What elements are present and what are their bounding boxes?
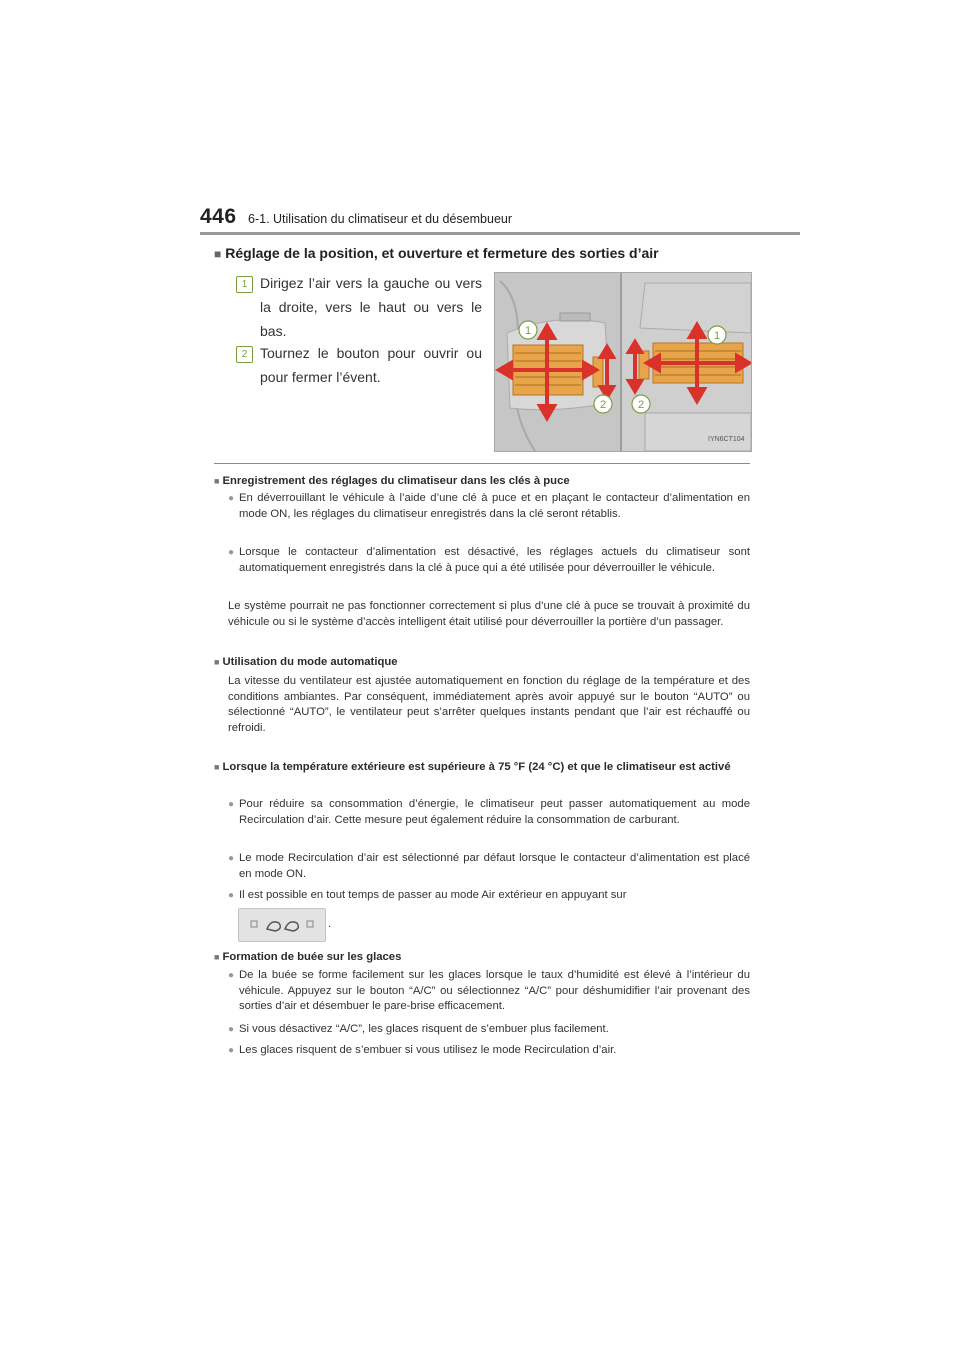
bullet-item — [228, 1043, 750, 1059]
divider — [214, 463, 750, 464]
bullet-text: De la buée se forme facilement sur les glaces lorsque le taux d’humidité est élevé à l’intérieur du véhicule. Appuyez sur le bouton “A/C” ou sélectionnez “A/C” pour déshumidifier l’air provenant des sorties d’air et désembuer le pare-brise efficacement. — [239, 969, 750, 1012]
main-heading — [214, 245, 659, 261]
subsection-heading — [214, 950, 401, 965]
square-bullet-icon: ■ — [214, 952, 220, 962]
subsection-heading-text: Formation de buée sur les glaces — [222, 951, 402, 963]
square-bullet-icon: ■ — [214, 476, 220, 486]
subsection-heading-text: Lorsque la température extérieure est supérieure à 75 °F (24 °C) et que le climatiseur est activé — [222, 761, 731, 773]
sentence-end: . — [328, 918, 332, 930]
bullet-item — [228, 888, 750, 904]
paragraph: La vitesse du ventilateur est ajustée automatiquement en fonction du réglage de la température et des conditions ambiantes. Par conséquent, immédiatement après avoir appuyé sur le bouton “AUTO” ou sélectionné “AUTO”, le ventilateur peut s’arrêter quelques instants pendant que l’air est réchauffé ou refroidi. — [228, 675, 750, 734]
bullet-dot-icon: ● — [228, 970, 235, 981]
step-1-text: Dirigez l’air vers la gauche ou vers la droite, vers le haut ou vers le bas. — [260, 275, 482, 339]
bullet-dot-icon: ● — [228, 890, 235, 901]
bullet-dot-icon: ● — [228, 853, 235, 864]
bullet-dot-icon: ● — [228, 493, 235, 504]
bullet-text: Les glaces risquent de s’embuer si vous utilisez le mode Recirculation d’air. — [239, 1044, 617, 1056]
air-vent-illustration — [494, 272, 752, 452]
bullet-text: Le mode Recirculation d’air est sélectionné par défaut lorsque le contacteur d’alimentation est placé en mode ON. — [239, 852, 750, 880]
air-vent-drawing — [495, 273, 751, 451]
section-title: 6-1. Utilisation du climatiseur et du désembueur — [248, 212, 513, 226]
bullet-text: En déverrouillant le véhicule à l’aide d’une clé à puce et en plaçant le contacteur d’alimentation en mode ON, les réglages du climatiseur enregistrés dans la clé seront rétablis. — [239, 492, 750, 520]
figure-code: IYN6CT104 — [708, 436, 745, 443]
bullet-dot-icon: ● — [228, 1045, 235, 1056]
bullet-text: Lorsque le contacteur d’alimentation est désactivé, les réglages actuels du climatiseur sont automatiquement enregistrés dans la clé à puce qui a été utilisée pour déverrouiller le véhicule. — [239, 546, 750, 574]
bullet-dot-icon: ● — [228, 799, 235, 810]
bullet-text: Il est possible en tout temps de passer au mode Air extérieur en appuyant sur — [239, 889, 627, 901]
callout-label: 1 — [524, 325, 532, 337]
bullet-text: Pour réduire sa consommation d’énergie, le climatiseur peut passer automatiquement au mode Recirculation d’air. Cette mesure peut également réduire la consommation de carburant. — [239, 798, 750, 826]
square-bullet-icon: ■ — [214, 247, 222, 261]
outside-air-button-image — [238, 908, 326, 942]
bullet-item — [228, 968, 750, 1015]
subsection-heading — [214, 474, 570, 489]
main-heading-text: Réglage de la position, et ouverture et fermeture des sorties d’air — [225, 245, 659, 261]
callout-label: 2 — [637, 399, 645, 411]
bullet-item — [228, 1022, 750, 1038]
bullet-item — [228, 851, 750, 882]
subsection-heading-text: Utilisation du mode automatique — [222, 656, 398, 668]
bullet-dot-icon: ● — [228, 1024, 235, 1035]
page-number: 446 — [200, 205, 237, 228]
square-bullet-icon: ■ — [214, 762, 220, 772]
step-2-text: Tournez le bouton pour ouvrir ou pour fermer l’évent. — [260, 345, 482, 385]
outside-air-icon — [239, 909, 325, 941]
callout-label: 2 — [599, 399, 607, 411]
bullet-item — [228, 545, 750, 576]
subsection-heading-text: Enregistrement des réglages du climatiseur dans les clés à puce — [222, 475, 570, 487]
bullet-item — [228, 797, 750, 828]
step-1-number-icon: 1 — [236, 276, 253, 293]
bullet-item — [228, 491, 750, 522]
bullet-text: Si vous désactivez “A/C”, les glaces risquent de s’embuer plus facilement. — [239, 1023, 609, 1035]
callout-label: 1 — [713, 330, 721, 342]
subsection-heading — [214, 760, 750, 775]
bullet-dot-icon: ● — [228, 547, 235, 558]
step-2-number-icon: 2 — [236, 346, 253, 363]
header-rule — [200, 232, 800, 235]
paragraph: Le système pourrait ne pas fonctionner correctement si plus d’une clé à puce se trouvait à proximité du véhicule ou si le système d’accès intelligent était utilisé pour déverrouiller la portière d’un passager. — [228, 600, 750, 628]
subsection-heading — [214, 655, 398, 670]
square-bullet-icon: ■ — [214, 657, 220, 667]
